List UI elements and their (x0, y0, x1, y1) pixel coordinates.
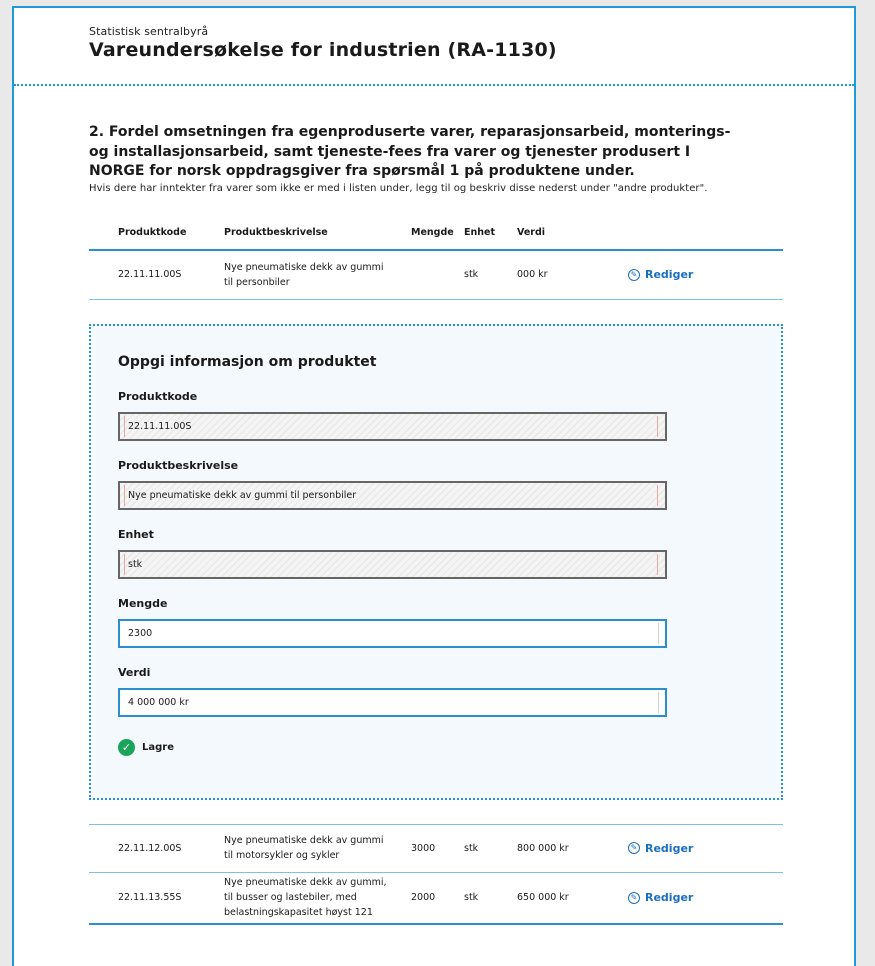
edit-button[interactable] (628, 891, 693, 904)
header-code: Produktkode (118, 227, 187, 238)
unit-label: Enhet (118, 527, 154, 541)
row-code: 22.11.13.55S (118, 892, 182, 903)
page-header (14, 8, 854, 86)
field-quantity (118, 597, 781, 648)
header-quantity: Mengde (411, 227, 454, 238)
question-text: 2. Fordel omsetningen fra egenproduserte varer, reparasjonsarbeid, monterings- og installasjonsarbeid, samt tjeneste-fees fra varer og tjenester produsert I NORGE for norsk oppdragsgiver fra spørsmål 1 på produktene under. (89, 124, 731, 179)
edit-button[interactable] (628, 842, 693, 855)
code-input[interactable]: 22.11.11.00S (118, 412, 667, 441)
table-row (89, 824, 783, 873)
field-value (118, 666, 781, 717)
row-code: 22.11.11.00S (118, 269, 182, 280)
edit-button[interactable] (628, 268, 693, 281)
product-table-continued (89, 824, 783, 925)
quantity-input[interactable]: 2300 (118, 619, 667, 648)
description-label: Produktbeskrivelse (118, 458, 239, 472)
row-unit: stk (464, 892, 479, 903)
value-label: Verdi (118, 665, 151, 679)
organization-name: Statistisk sentralbyrå (89, 25, 209, 38)
question-hint: Hvis dere har inntekter fra varer som ikke er med i listen under, legg til og beskriv disse nederst under "andre produkter". (89, 182, 708, 194)
edit-label: Rediger (645, 268, 694, 281)
editor-heading: Oppgi informasjon om produktet (118, 353, 377, 370)
table-row (89, 873, 783, 925)
field-description (118, 459, 781, 510)
code-label: Produktkode (118, 389, 198, 403)
page-title: Vareundersøkelse for industrien (RA-1130) (89, 39, 557, 61)
pencil-icon: ✎ (628, 269, 640, 281)
value-input[interactable]: 4 000 000 kr (118, 688, 667, 717)
product-editor (89, 324, 783, 800)
row-description: Nye pneumatiske dekk av gummi til motorsykler og sykler (224, 835, 384, 861)
description-input[interactable]: Nye pneumatiske dekk av gummi til personbiler (118, 481, 667, 510)
row-description: Nye pneumatiske dekk av gummi til personbiler (224, 261, 384, 288)
row-quantity: 2000 (411, 892, 436, 903)
pencil-icon: ✎ (628, 892, 640, 904)
form-window (12, 6, 856, 966)
save-button[interactable] (118, 739, 174, 756)
product-table (89, 217, 783, 300)
check-icon: ✓ (118, 739, 135, 756)
quantity-label: Mengde (118, 596, 168, 610)
row-value: 000 kr (517, 269, 548, 280)
unit-input[interactable]: stk (118, 550, 667, 579)
row-unit: stk (464, 842, 479, 854)
edit-label: Rediger (645, 891, 694, 904)
row-code: 22.11.12.00S (118, 842, 182, 854)
table-row (89, 251, 783, 300)
pencil-icon: ✎ (628, 842, 640, 854)
row-unit: stk (464, 269, 479, 280)
row-value: 650 000 kr (517, 892, 569, 903)
edit-label: Rediger (645, 841, 694, 855)
field-code (118, 390, 781, 441)
header-unit: Enhet (464, 227, 496, 238)
field-unit (118, 528, 781, 579)
row-quantity: 3000 (411, 842, 436, 854)
row-description: Nye pneumatiske dekk av gummi, til busser og lastebiler, med belastningskapasitet høyst 121 (224, 877, 387, 918)
table-header (89, 217, 783, 251)
header-description: Produktbeskrivelse (224, 227, 328, 238)
row-value: 800 000 kr (517, 842, 569, 854)
main-content (14, 86, 789, 925)
save-label: Lagre (142, 741, 174, 753)
header-value: Verdi (517, 227, 546, 238)
